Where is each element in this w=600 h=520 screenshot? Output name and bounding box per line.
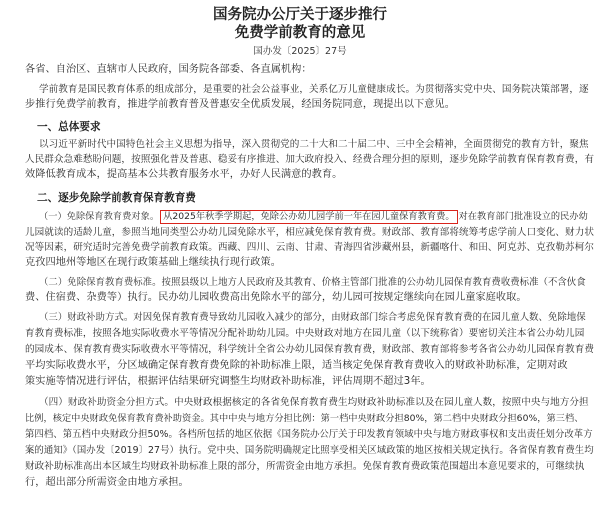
highlighted-clause: 从2025年秋季学期起，免除公办幼儿园学前一年在园儿童保育教育费。: [160, 210, 457, 224]
document-title-line-2: 免费学前教育的意见: [234, 25, 366, 41]
item-4-line-3: 第四档、第五档中央财政分担50%。各档所包括的地区依据《国务院办公厅关于印发教育领域中央与地方财政事权和支出责任划分改革方: [25, 429, 593, 440]
item-3-line-3: 的园成本、保育教育费实际收费水平等情况，科学统计全省公办幼儿园保育教育费，财政部、教育部将参考各省公办幼儿园保育教育费: [25, 344, 594, 355]
document-title-line-1: 国务院办公厅关于逐步推行: [213, 7, 387, 23]
document-number: 国办发〔2025〕27号: [253, 46, 347, 57]
sec1-line-1: 以习近平新时代中国特色社会主义思想为指导，深入贯彻党的二十大和二十届二中、三中全会精神，全面贯彻党的教育方针，聚焦: [39, 139, 589, 150]
item-1-label: （一）免除保育教育费对象。: [39, 211, 160, 222]
sec1-line-2: 人民群众急难愁盼问题，按照强化普及普惠、稳妥有序推进、加大政府投入、经费合理分担的原则，逐步免除学前教育保育教育费，有: [25, 154, 594, 165]
item-4-line-4: 案的通知》（国办发〔2019〕27号）执行。党中央、国务院明确规定比照享受相关区域政策的地区按相关规定执行。各省保育教育费生均: [25, 445, 594, 456]
sec1-line-3: 效降低教育成本，提高基本公共教育服务水平，办好人民满意的教育。: [25, 169, 343, 180]
section-2-heading: 二、逐步免除学前教育保育教育费: [37, 192, 196, 204]
item-1-tail: 对在教育部门批准设立的民办幼: [458, 211, 588, 222]
item-2-line-1: [39, 276, 586, 290]
intro-line-2: 步推行免费学前教育，推进学前教育普及普惠安全优质发展，经国务院同意，现提出以下意见。: [25, 99, 455, 110]
item-4-line-2: 比例，核定中央财政免保育教育费补助资金。其中中央与地方分担比例：第一档中央财政分担80%，第二档中央财政分担60%，第三档、: [25, 413, 584, 424]
item-4-line-1: [39, 396, 589, 410]
section-1-heading: 一、总体要求: [37, 121, 101, 133]
item-4-text: 中央财政根据核定的各省免保育教育费生均财政补助标准以及在园儿童人数，按照中央与地方分担: [174, 397, 589, 408]
item-3-text: 对因免保育教育费导致幼儿园收入减少的部分，由财政部门综合考虑免保育教育费的在园儿童人数、免除地保: [133, 312, 586, 323]
item-3-line-5: 策实施等情况进行评估，根据评估结果研究调整生均财政补助标准，评估周期不超过3年。: [25, 376, 431, 387]
item-1-line-4: 克孜四地州等地区在现行政策基础上继续执行现行政策。: [25, 257, 281, 268]
item-2-text: 按照县级以上地方人民政府及其教育、价格主管部门批准的公办幼儿园保育教育费收费标准（不含伙食: [161, 277, 586, 288]
item-1-line-3: 况等因素，研究适时完善免费学前教育政策。西藏、四川、云南、甘肃、青海四省涉藏州县，新疆喀什、和田、阿克苏、克孜勒苏柯尔: [25, 242, 594, 253]
item-3-line-2: 育教育费标准，按照各地实际收费水平等情况分配补助幼儿园。中央财政对地方在园儿童（以下统称省）要密切关注本省公办幼儿园: [25, 328, 585, 339]
item-4-line-5: 财政补助标准高出本区域生均财政补助标准上限的部分，所需资金由地方承担。免保育教育费政策范围超出本意见要求的，可继续执: [25, 461, 585, 472]
item-2-label: （二）免除保育教育费标准。: [39, 277, 162, 288]
address-line: 各省、自治区、直辖市人民政府，国务院各部委、各直属机构：: [25, 64, 312, 75]
item-3-line-4: 平均实际收费水平，分区域确定保育教育费免除的补助标准上限，适当核定免保育教育费收入的财政补助标准，定期对政: [25, 360, 568, 371]
item-4-label: （四）财政补助资金分担方式。: [39, 397, 175, 408]
item-1-line-2: 儿园就读的适龄儿童，参照当地同类型公办幼儿园免除水平，相应减免保育教育费。财政部、教育部将统筹考虑学前人口变化、财力状: [25, 227, 594, 238]
intro-line-1: 学前教育是国民教育体系的组成部分，是重要的社会公益事业，关系亿万儿童健康成长。为贯彻落实党中央、国务院决策部署，逐: [39, 84, 589, 95]
item-3-line-1: [39, 311, 586, 325]
item-3-label: （三）财政补助方式。: [39, 312, 134, 323]
item-1-line-1: [39, 210, 588, 224]
item-2-line-2: 费、住宿费、杂费等）执行。民办幼儿园收费高出免除水平的部分，幼儿园可按规定继续向在园儿童家庭收取。: [25, 292, 527, 303]
item-4-line-6: 行，超出部分所需资金由地方承担。: [25, 477, 189, 488]
